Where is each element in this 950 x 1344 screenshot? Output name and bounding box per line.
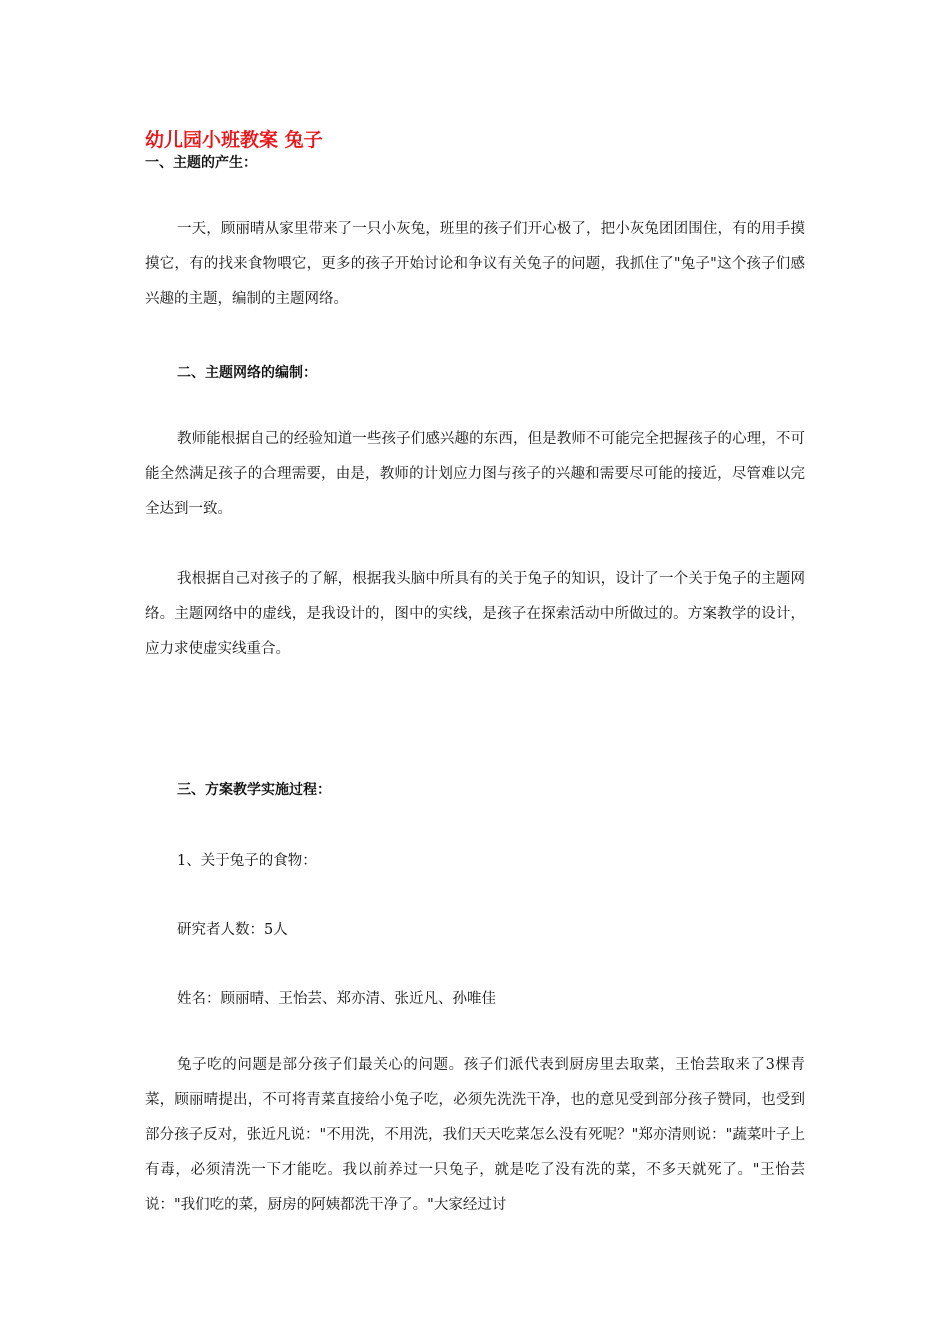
section3-paragraph: 兔子吃的问题是部分孩子们最关心的问题。孩子们派代表到厨房里去取菜，王怡芸取来了3棵青菜，顾丽晴提出，不可将青菜直接给小兔子吃，必须先洗洗干净，也的意见受到部分孩子赞同，也受到部分孩子反对，张近凡说："不用洗，不用洗，我们天天吃菜怎么没有死呢？"郑亦清则说："蔬菜叶子上有毒，必须清洗一下才能吃。我以前养过一只兔子，就是吃了没有洗的菜，不多天就死了。"王怡芸说："我们吃的菜，厨房的阿姨都洗干净了。"大家经过讨 xyxy=(145,1057,805,1213)
section2-paragraph1: 教师能根据自己的经验知道一些孩子们感兴趣的东西，但是教师不可能完全把握孩子的心理，不可能全然满足孩子的合理需要，由是，教师的计划应力图与孩子的兴趣和需要尽可能的接近，尽管难以完全达到一致。 xyxy=(145,431,805,517)
researchers-names: 姓名：顾丽晴、王怡芸、郑亦清、张近凡、孙唯佳 xyxy=(177,991,496,1007)
section3-heading: 三、方案教学实施过程： xyxy=(177,782,331,798)
section2-paragraph2: 我根据自己对孩子的了解，根据我头脑中所具有的关于兔子的知识，设计了一个关于兔子的主题网络。主题网络中的虚线，是我设计的，图中的实线，是孩子在探索活动中所做过的。方案教学的设计，应力求使虚实线重合。 xyxy=(145,571,805,657)
section3-item1-title: 1、关于兔子的食物： xyxy=(177,853,317,869)
section2-heading: 二、主题网络的编制： xyxy=(177,365,317,381)
section1-paragraph: 一天，顾丽晴从家里带来了一只小灰兔，班里的孩子们开心极了，把小灰兔团团围住，有的用手摸摸它，有的找来食物喂它，更多的孩子开始讨论和争议有关兔子的问题，我抓住了"兔子"这个孩子们感兴趣的主题，编制的主题网络。 xyxy=(145,221,805,307)
section1-heading: 一、主题的产生： xyxy=(145,155,257,171)
researchers-count: 研究者人数：5人 xyxy=(177,922,288,938)
document-title: 幼儿园小班教案 兔子 xyxy=(145,129,323,151)
